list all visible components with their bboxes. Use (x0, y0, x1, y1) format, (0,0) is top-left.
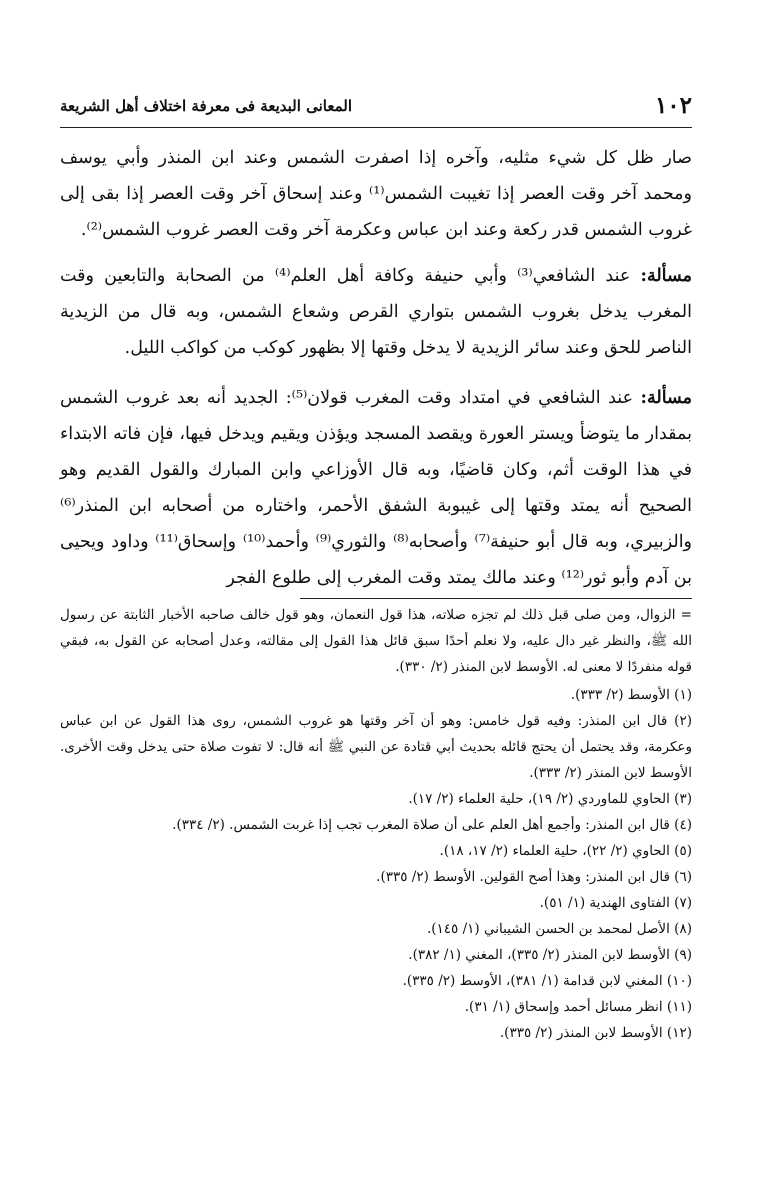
footnote: (١) الأوسط (٢/ ٣٣٣). (570, 687, 692, 703)
footnote-list (60, 682, 692, 1046)
header-rule (60, 127, 692, 128)
footnote-continuation: = الزوال، ومن صلى قبل ذلك لم تجزه صلاته، هذا قول النعمان، وهو قول خالف صاحبه الأخبار الثابتة عن رسول الله ﷺ، والنظر غير دال عليه، ولا نعلم أحدًا سبق قائل هذا القول إلى مقالته، وعدل أصحابه عن القول به، فبقي قوله منفردًا لا معنى له. الأوسط لابن المنذر (٢/ ٣٣٠). (60, 607, 692, 675)
paragraph-text: صار ظل كل شيء مثليه، وآخره إذا اصفرت الشمس وعند ابن المنذر وأبي يوسف ومحمد آخر وقت العصر إذا تغيبت الشمس⁽¹⁾ وعند إسحاق آخر وقت العصر إذا بقى إلى غروب الشمس قدر ركعة وعند ابن عباس وعكرمة آخر وقت العصر غروب الشمس⁽²⁾. (60, 148, 692, 240)
footnote: (٧) الفتاوى الهندية (١/ ٥١). (539, 895, 692, 911)
footnote: (٢) قال ابن المنذر: وفيه قول خامس: وهو أن آخر وقتها هو غروب الشمس، روى هذا القول عن ابن عباس وعكرمة، وقد يحتمل أن يحتج قائله بحديث أبي قتادة عن النبي ﷺ أنه قال: لا تفوت صلاة حتى يدخل وقت الأخرى. الأوسط لابن المنذر (٢/ ٣٣٣). (60, 713, 692, 781)
footnote: (١٢) الأوسط لابن المنذر (٢/ ٣٣٥). (499, 1025, 692, 1041)
paragraph (60, 140, 692, 248)
running-title: المعانى البديعة فى معرفة اختلاف أهل الشريعة (60, 97, 353, 115)
paragraph-text: عند الشافعي⁽³⁾ وأبي حنيفة وكافة أهل العلم⁽⁴⁾ من الصحابة والتابعين وقت المغرب يدخل بغروب الشمس بتواري القرص وشعاع الشمس، وبه قال من الزيدية الناصر للحق وعند سائر الزيدية لا يدخل وقتها إلا بظهور كوكب من كواكب الليل. (60, 266, 692, 358)
paragraph (60, 380, 692, 596)
footnote: (١١) انظر مسائل أحمد وإسحاق (١/ ٣١). (464, 999, 692, 1015)
footnote: (٦) قال ابن المنذر: وهذا أصح القولين. الأوسط (٢/ ٣٣٥). (376, 869, 692, 885)
paragraph (60, 258, 692, 366)
paragraph-label: مسألة: (640, 266, 692, 286)
paragraph-label: مسألة: (640, 388, 693, 408)
main-text (60, 140, 692, 610)
footnotes (60, 602, 692, 1046)
footnote: (٣) الحاوي للماوردي (٢/ ١٩)، حلية العلماء (٢/ ١٧). (408, 791, 692, 807)
footnote: (٥) الحاوي (٢/ ٢٢)، حلية العلماء (٢/ ١٧، ١٨). (439, 843, 692, 859)
page-header (60, 86, 692, 126)
footnote: (٩) الأوسط لابن المنذر (٢/ ٣٣٥)، المغني (١/ ٣٨٢). (408, 947, 692, 963)
footnote: (١٠) المغني لابن قدامة (١/ ٣٨١)، الأوسط (٢/ ٣٣٥). (402, 973, 692, 989)
paragraph-text: عند الشافعي في امتداد وقت المغرب قولان⁽⁵⁾: الجديد أنه بعد غروب الشمس بمقدار ما يتوضأ ويستر العورة ويقصد المسجد ويؤذن ويقيم ويدخل فيها، فإن فاته الابتداء في هذا الوقت أثم، وكان قاضيًا، وبه قال الأوزاعي وابن المبارك والقول القديم وهو الصحيح أنه يمتد وقتها إلى غيبوبة الشفق الأحمر، واختاره من أصحابه ابن المنذر⁽⁶⁾ والزبيري، وبه قال أبو حنيفة⁽⁷⁾ وأصحابه⁽⁸⁾ والثوري⁽⁹⁾ وأحمد⁽¹⁰⁾ وإسحاق⁽¹¹⁾ وداود ويحيى بن آدم وأبو ثور⁽¹²⁾ وعند مالك يمتد وقت المغرب إلى طلوع الفجر (60, 388, 693, 588)
page-number: ١٠٢ (654, 92, 692, 119)
footnote: (٨) الأصل لمحمد بن الحسن الشيباني (١/ ١٤٥). (426, 921, 692, 937)
footnote-separator (300, 598, 692, 599)
footnote: (٤) قال ابن المنذر: وأجمع أهل العلم على أن صلاة المغرب تجب إذا غربت الشمس. (٢/ ٣٣٤). (172, 817, 692, 833)
